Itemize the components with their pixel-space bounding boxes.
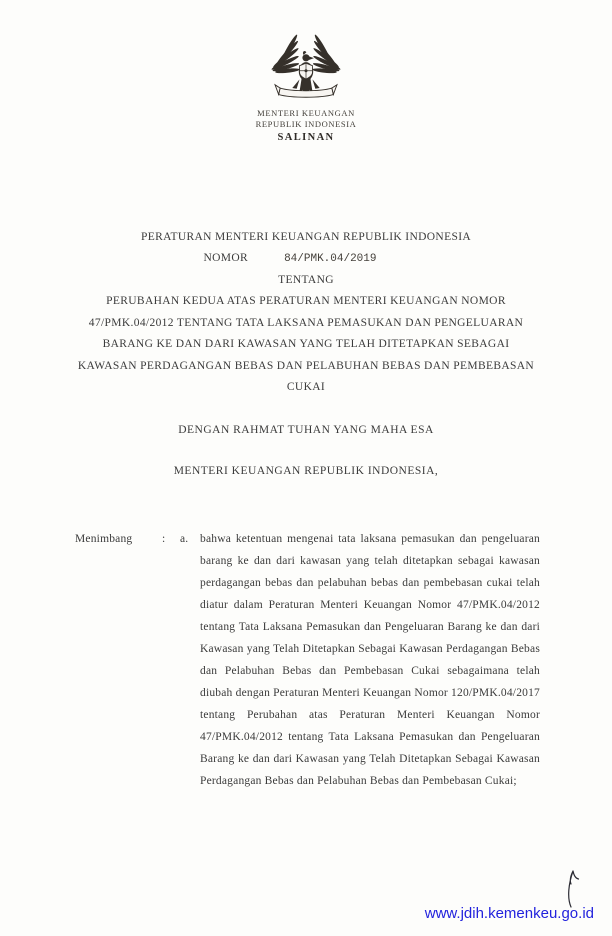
handwritten-paraf-mark: [556, 866, 582, 910]
menimbang-label: Menimbang: [75, 532, 133, 545]
republic-name: REPUBLIK INDONESIA: [255, 119, 357, 129]
invocation-line: DENGAN RAHMAT TUHAN YANG MAHA ESA: [178, 423, 434, 436]
item-a-label: a.: [180, 532, 189, 545]
tentang-label: TENTANG: [278, 274, 334, 286]
garuda-pancasila-emblem: [270, 30, 342, 100]
menimbang-section: [75, 528, 540, 792]
jdih-website-link[interactable]: www.jdih.kemenkeu.go.id: [424, 905, 594, 922]
ministry-name: MENTERI KEUANGAN: [257, 108, 355, 118]
copy-label: SALINAN: [277, 132, 335, 143]
left-wing: [271, 34, 300, 74]
regulation-title: PERATURAN MENTERI KEUANGAN REPUBLIK INDONESIA: [140, 231, 472, 243]
regulation-subject: PERUBAHAN KEDUA ATAS PERATURAN MENTERI KEUANGAN NOMOR 47/PMK.04/2012 TENTANG TATA LAKSANA PEMASUKAN DAN PENGELUARAN BARANG KE DAN DARI KAWASAN YANG TELAH DITETAPKAN SEBAGAI KAWASAN PERDAGANGAN BEBAS DAN PELABUHAN BEBAS DAN PEMBEBASAN CUKAI: [77, 295, 535, 393]
menimbang-colon: :: [162, 532, 166, 545]
right-wing: [312, 34, 341, 74]
title-block: [0, 227, 612, 482]
nomor-value: 84/PMK.04/2019: [284, 253, 377, 265]
issuing-authority: MENTERI KEUANGAN REPUBLIK INDONESIA,: [173, 464, 439, 477]
nomor-label: NOMOR: [203, 252, 249, 264]
regulation-number-row: [0, 248, 596, 270]
masthead: [0, 0, 612, 143]
item-a-text: bahwa ketentuan mengenai tata laksana pemasukan dan pengeluaran barang ke dan dari kawasan yang telah ditetapkan sebagai kawasan perdagangan bebas dan pelabuhan bebas dan pembebasan cukai telah diatur dalam Peraturan Menteri Keuangan Nomor 47/PMK.04/2012 tentang Tata Laksana Pemasukan dan Pengeluaran Barang ke dan dari Kawasan yang Telah Ditetapkan Sebagai Kawasan Perdagangan Bebas dan Pelabuhan Bebas dan Pembebasan Cukai sebagaimana telah diubah dengan Peraturan Menteri Keuangan Nomor 120/PMK.04/2017 tentang Perubahan atas Peraturan Menteri Keuangan Nomor 47/PMK.04/2012 tentang Tata Laksana Pemasukan dan Pengeluaran Barang ke dan dari Kawasan yang Telah Ditetapkan Sebagai Kawasan Perdagangan Bebas dan Pelabuhan Bebas dan Pembebasan Cukai;: [200, 532, 540, 787]
